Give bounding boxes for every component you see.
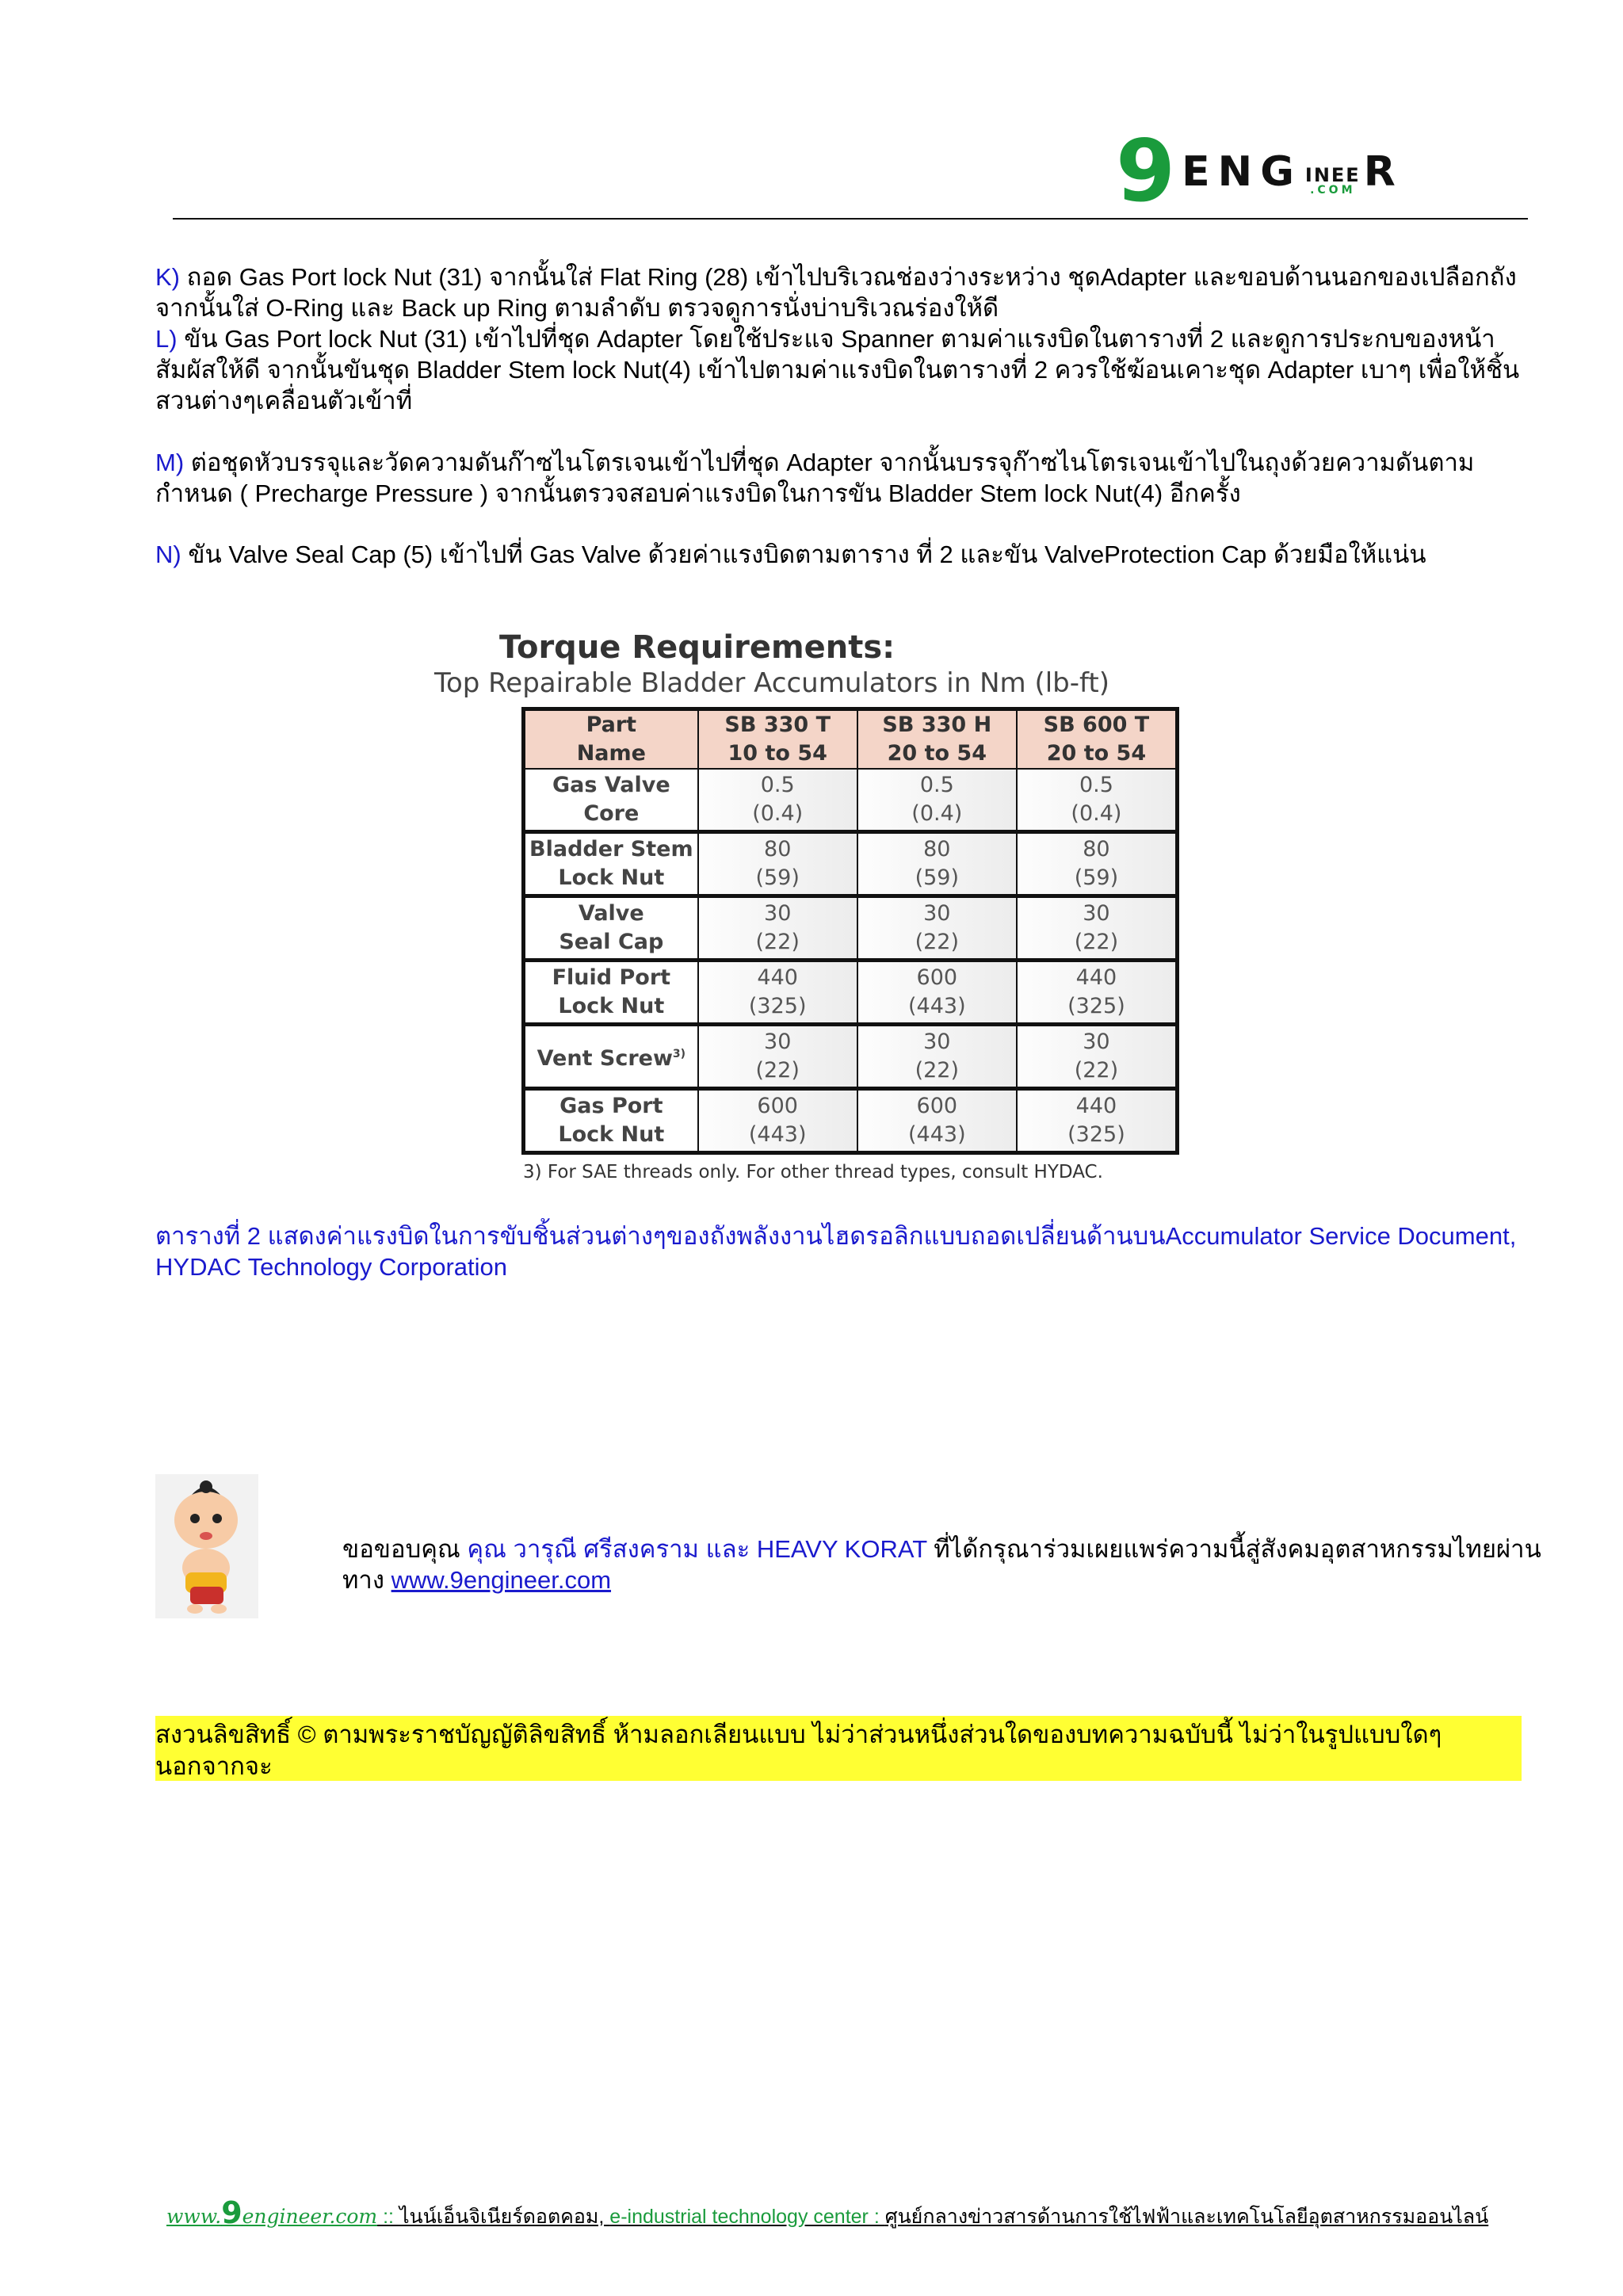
- logo-word-mid: [1305, 166, 1361, 196]
- steps-block-n: [155, 539, 1542, 570]
- steps-block-kl: [155, 262, 1542, 416]
- table-row: [524, 961, 1178, 1025]
- table-cell: 600 (443): [698, 1089, 857, 1153]
- table-row: [524, 896, 1178, 961]
- table-cell: 440 (325): [1017, 1089, 1178, 1153]
- table-cell: 0.5 (0.4): [857, 769, 1017, 832]
- logo-nine: 9: [1116, 122, 1173, 221]
- footnote-marker: 3): [672, 1048, 686, 1060]
- torque-figure: [434, 629, 1179, 1200]
- row-part-name: Fluid Port Lock Nut: [524, 961, 698, 1025]
- step-k: [155, 262, 1542, 323]
- logo-word-right: R: [1363, 148, 1403, 196]
- copyright-notice: สงวนลิขสิทธิ์ © ตามพระราชบัญญัติลิขสิทธิ์ ห้ามลอกเลียนแบบ ไม่ว่าส่วนหนึ่งส่วนใดของบทความฉบับนี้ ไม่ว่าในรูปแบบใดๆ นอกจากจะ: [155, 1716, 1522, 1781]
- footer-name-th: ไนน์เอ็นจิเนียร์ดอตคอม,: [399, 2206, 610, 2228]
- table-cell: 30 (22): [857, 896, 1017, 961]
- table-cell: 440 (325): [698, 961, 857, 1025]
- site-logo: [1116, 122, 1488, 221]
- steps-block-m: [155, 447, 1542, 509]
- step-l: [155, 323, 1542, 416]
- table-cell: 0.5 (0.4): [698, 769, 857, 832]
- table-row: [524, 1025, 1178, 1089]
- step-n-text: ขัน Valve Seal Cap (5) เข้าไปที่ Gas Valve ด้วยค่าแรงบิดตามตาราง ที่ 2 และขัน ValveProtection Cap ด้วยมือให้แน่น: [188, 541, 1426, 568]
- table-row: [524, 832, 1178, 896]
- col-header-part: Part Name: [524, 709, 698, 770]
- step-n: [155, 539, 1542, 570]
- table-cell: 80 (59): [857, 832, 1017, 896]
- table-cell: 600 (443): [857, 961, 1017, 1025]
- table-cell: 30 (22): [698, 896, 857, 961]
- step-n-label: N): [155, 541, 181, 568]
- table-cell: 600 (443): [857, 1089, 1017, 1153]
- col-header-sb330h: SB 330 H 20 to 54: [857, 709, 1017, 770]
- row-part-name: Bladder Stem Lock Nut: [524, 832, 698, 896]
- table-caption: ตารางที่ 2 แสดงค่าแรงบิดในการขับชิ้นส่วนต่างๆของถังพลังงานไฮดรอลิกแบบถอดเปลี่ยนด้านบนAccumulator Service Document, HYDAC Technology Corporation: [155, 1222, 1517, 1281]
- step-l-text: ขัน Gas Port lock Nut (31) เข้าไปที่ชุด Adapter โดยใช้ประแจ Spanner ตามค่าแรงบิดในตารางที่ 2 และดูการประกบของหน้าสัมผัสให้ดี จากนั้นขันชุด Bladder Stem lock Nut(4) เข้าไปตามค่าแรงบิดในตารางที่ 2 ควรใช้ฆ้อนเคาะชุด Adapter เบาๆ เพื่อให้ชิ้นสวนต่างๆเคลื่อนตัวเข้าที่: [155, 325, 1520, 415]
- logo-word-mid-top: INEE: [1304, 164, 1361, 186]
- footer-desc: ศูนย์กลางข่าวสารด้านการใช้ไฟฟ้าและเทคโนโลยีอุตสาหกรรมออนไลน์: [884, 2206, 1489, 2228]
- step-k-text: ถอด Gas Port lock Nut (31) จากนั้นใส่ Flat Ring (28) เข้าไปบริเวณช่องว่างระหว่าง ชุดAdapter และขอบด้านนอกของเปลือกถัง จากนั้นใส่ O-Ring และ Back up Ring ตามลำดับ ตรวจดูการนั่งบ่าบริเวณร่องให้ดี: [155, 263, 1517, 322]
- logo-word-mid-bottom: .COM: [1310, 184, 1356, 197]
- row-part-name: Gas Valve Core: [524, 769, 698, 832]
- page-footer: [166, 2197, 1514, 2233]
- step-k-label: K): [155, 263, 180, 291]
- header-divider: [173, 218, 1528, 220]
- site-link[interactable]: www.9engineer.com: [391, 1566, 612, 1594]
- col-header-sb600t: SB 600 T 20 to 54: [1017, 709, 1178, 770]
- table-cell: 30 (22): [1017, 1025, 1178, 1089]
- row-part-name: Vent Screw$^{3)}$: [524, 1025, 698, 1089]
- thanks-text: [311, 1534, 1547, 1595]
- thanks-prefix: ขอขอบคุณ: [342, 1535, 468, 1563]
- table-cell: 30 (22): [698, 1025, 857, 1089]
- col-header-sb330t: SB 330 T 10 to 54: [698, 709, 857, 770]
- logo-word-left: ENG: [1182, 148, 1302, 196]
- table-cell: 30 (22): [857, 1025, 1017, 1089]
- row-part-name: Gas Port Lock Nut: [524, 1089, 698, 1153]
- figure-footnote: 3) For SAE threads only. For other thread types, consult HYDAC.: [523, 1162, 1103, 1182]
- thanks-names: คุณ วารุณี ศรีสงคราม และ HEAVY KORAT: [467, 1535, 927, 1563]
- step-m: [155, 447, 1542, 509]
- mascot-image: [155, 1474, 258, 1618]
- figure-title: Torque Requirements:: [499, 629, 896, 666]
- footer-center: e-industrial technology center :: [609, 2206, 885, 2228]
- table-cell: 440 (325): [1017, 961, 1178, 1025]
- table-row: [524, 1089, 1178, 1153]
- step-l-label: L): [155, 325, 178, 353]
- footer-separator: ::: [377, 2206, 399, 2228]
- thanks-middle: ที่ได้กรุณาร่วมเผยแพร่ความนี้สู่สังคมอุตสาหกรรมไทยผ่านทาง: [342, 1535, 1541, 1594]
- step-m-text: ต่อชุดหัวบรรจุและวัดความดันก๊าซไนโตรเจนเข้าไปที่ชุด Adapter จากนั้นบรรจุก๊าซไนโตรเจนเข้าไปในถุงด้วยความดันตามกำหนด ( Precharge Pressure ) จากนั้นตรวจสอบค่าแรงบิดในการขัน Bladder Stem lock Nut(4) อีกครั้ง: [155, 449, 1475, 507]
- table-header-row: [524, 709, 1178, 770]
- thanks-block: [311, 1534, 1547, 1595]
- table-cell: 30 (22): [1017, 896, 1178, 961]
- row-part-name: Valve Seal Cap: [524, 896, 698, 961]
- torque-table: [521, 707, 1179, 1155]
- step-m-label: M): [155, 449, 185, 476]
- table-cell: 80 (59): [1017, 832, 1178, 896]
- logo-wordmark: [1182, 148, 1403, 196]
- footer-site-link[interactable]: www.9engineer.com: [166, 2195, 378, 2230]
- figure-subtitle: Top Repairable Bladder Accumulators in Nm (lb-ft): [434, 667, 1109, 699]
- table-row: [524, 769, 1178, 832]
- table-cell: 80 (59): [698, 832, 857, 896]
- table-cell: 0.5 (0.4): [1017, 769, 1178, 832]
